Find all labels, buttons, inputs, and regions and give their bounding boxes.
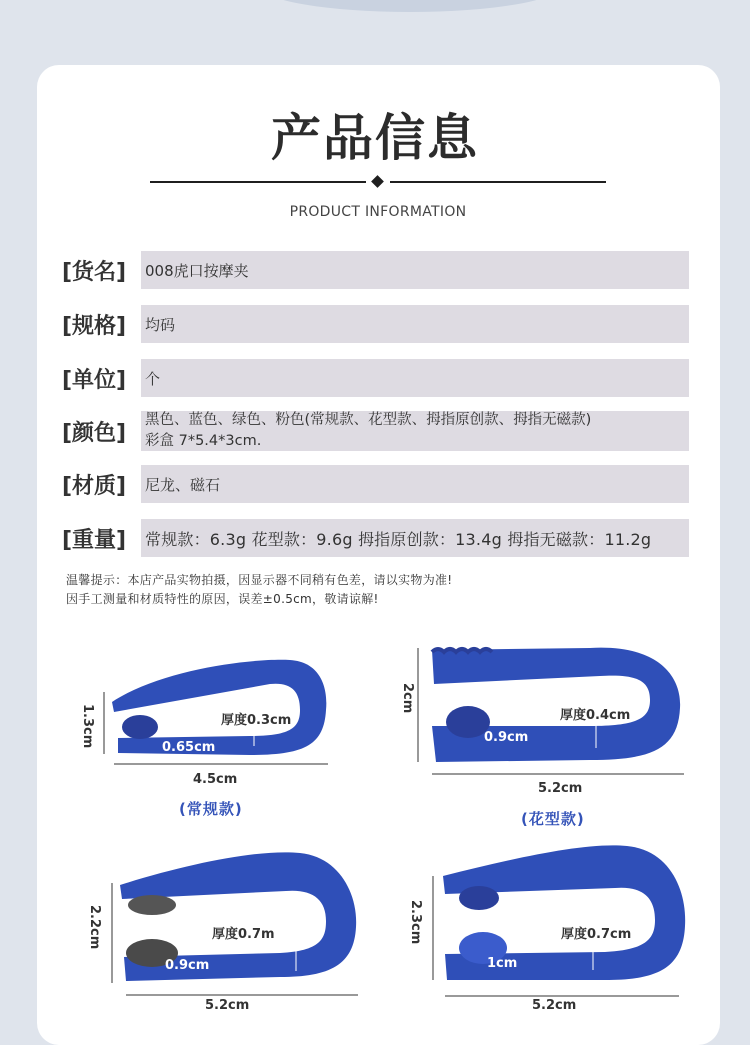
- thumb-nonmagnetic-gap: 1cm: [487, 956, 518, 971]
- thumb-original-length: 5.2cm: [205, 998, 250, 1013]
- page-subtitle: PRODUCT INFORMATION: [289, 204, 467, 220]
- clip-photo-thumb-nonmagnetic: [415, 840, 695, 1012]
- flower-thickness: 厚度0.4cm: [560, 708, 631, 723]
- row-label-name: [货名]: [62, 260, 127, 285]
- note-line-1: 温馨提示：本店产品实物拍摄，因显示器不同稍有色差，请以实物为准!: [66, 573, 453, 587]
- color-options: 黑色、蓝色、绿色、粉色(常规款、花型款、拇指原创款、拇指无磁款): [145, 412, 592, 428]
- regular-length: 4.5cm: [193, 772, 238, 787]
- page-title: 产品信息: [271, 109, 479, 167]
- top-arc-decoration: [260, 0, 560, 12]
- box-size: 彩盒 7*5.4*3cm.: [145, 433, 262, 449]
- flower-length: 5.2cm: [538, 781, 583, 796]
- regular-caption: (常规款): [179, 800, 243, 818]
- thumb-nonmagnetic-height: 2.3cm: [408, 900, 423, 945]
- regular-height: 1.3cm: [80, 704, 95, 749]
- regular-thickness: 厚度0.3cm: [221, 713, 292, 728]
- thumb-original-height: 2.2cm: [87, 905, 102, 950]
- title-rule-right: [390, 181, 606, 183]
- thumb-original-gap: 0.9cm: [165, 958, 210, 973]
- thumb-nonmagnetic-thickness: 厚度0.7cm: [561, 927, 632, 942]
- title-rule-left: [150, 181, 366, 183]
- row-value-name: 008虎口按摩夹: [141, 251, 689, 289]
- row-label-weight: [重量]: [62, 528, 127, 553]
- row-value-weight: 常规款：6.3g 花型款：9.6g 拇指原创款：13.4g 拇指无磁款：11.2g: [141, 519, 689, 557]
- note-line-2: 因手工测量和材质特性的原因，误差±0.5cm，敬请谅解!: [66, 592, 379, 606]
- regular-gap: 0.65cm: [162, 740, 216, 755]
- row-value-material: 尼龙、磁石: [141, 465, 689, 503]
- clip-photo-flower: [410, 638, 690, 788]
- row-label-unit: [单位]: [62, 368, 127, 393]
- row-label-spec: [规格]: [62, 314, 127, 339]
- clip-photo-regular: [100, 650, 340, 780]
- flower-caption: (花型款): [521, 810, 585, 828]
- row-value-unit: 个: [141, 359, 689, 397]
- row-label-material: [材质]: [62, 474, 127, 499]
- thumb-nonmagnetic-length: 5.2cm: [532, 998, 577, 1013]
- thumb-original-thickness: 厚度0.7m: [212, 927, 275, 942]
- row-value-spec: 均码: [141, 305, 689, 343]
- row-value-color: [141, 411, 689, 451]
- flower-gap: 0.9cm: [484, 730, 529, 745]
- row-label-color: [颜色]: [62, 421, 127, 446]
- flower-height: 2cm: [400, 683, 415, 714]
